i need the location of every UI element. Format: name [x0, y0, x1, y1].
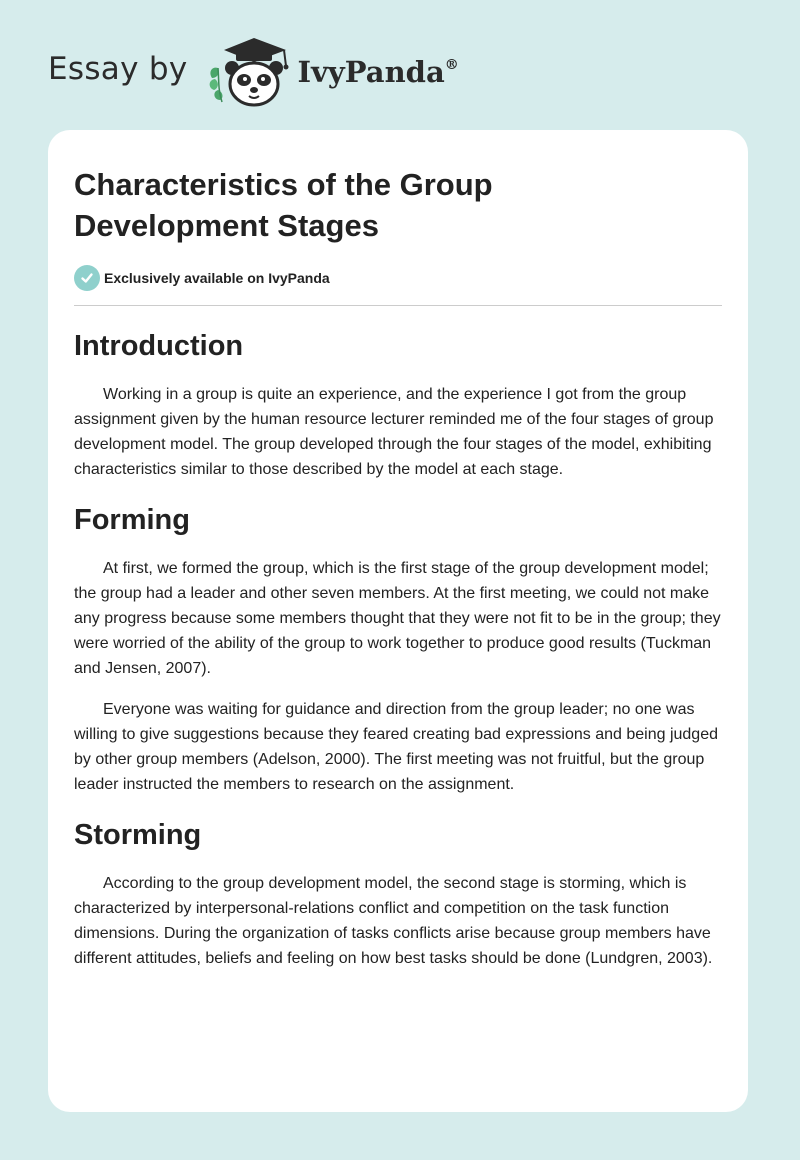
registered-mark: ®: [444, 57, 459, 73]
section-forming: [74, 502, 722, 797]
brand-text: IvyPanda: [297, 55, 445, 89]
panda-graduate-icon[interactable]: [206, 34, 292, 108]
section-introduction: [74, 328, 722, 482]
exclusive-badge-text: Exclusively available on IvyPanda: [104, 270, 330, 286]
exclusive-badge: [74, 264, 722, 292]
site-header: [48, 34, 459, 108]
paragraph: At first, we formed the group, which is the first stage of the group development model; the group had a leader and other seven members. At the first meeting, we could not make any progress because some members thought that they were not fit to be in the group; they were worried of the ability of the group to work together to produce good results (Tuckman and Jensen, 2007).: [74, 560, 721, 677]
page-title: Characteristics of the Group Development Stages: [74, 167, 493, 243]
paragraph: According to the group development model, the second stage is storming, which is characterized by interpersonal-relations conflict and competition on the task function dimensions. During the organization of tasks conflicts arise because group members have different attitudes, beliefs and feeling on how best tasks should be done (Lundgren, 2003).: [74, 875, 713, 967]
section-heading: Storming: [74, 819, 202, 851]
title-divider: [74, 305, 722, 306]
section-heading: Forming: [74, 504, 190, 536]
check-icon: [74, 265, 100, 291]
section-heading: Introduction: [74, 330, 244, 362]
essay-card: [48, 130, 748, 1112]
section-storming: [74, 817, 722, 971]
brand-name[interactable]: [298, 55, 459, 89]
paragraph: Everyone was waiting for guidance and direction from the group leader; no one was willing to give suggestions because they feared creating bad expressions and being judged by other group members (Adelson, 2000). The first meeting was not fruitful, but the group leader instructed the members to research on the assignment.: [74, 701, 718, 793]
essay-by-label: Essay by: [48, 51, 188, 87]
paragraph: Working in a group is quite an experience, and the experience I got from the group assignment given by the human resource lecturer reminded me of the four stages of group development model. The group developed through the four stages of the model, exhibiting characteristics similar to those described by the model at each stage.: [74, 386, 714, 478]
